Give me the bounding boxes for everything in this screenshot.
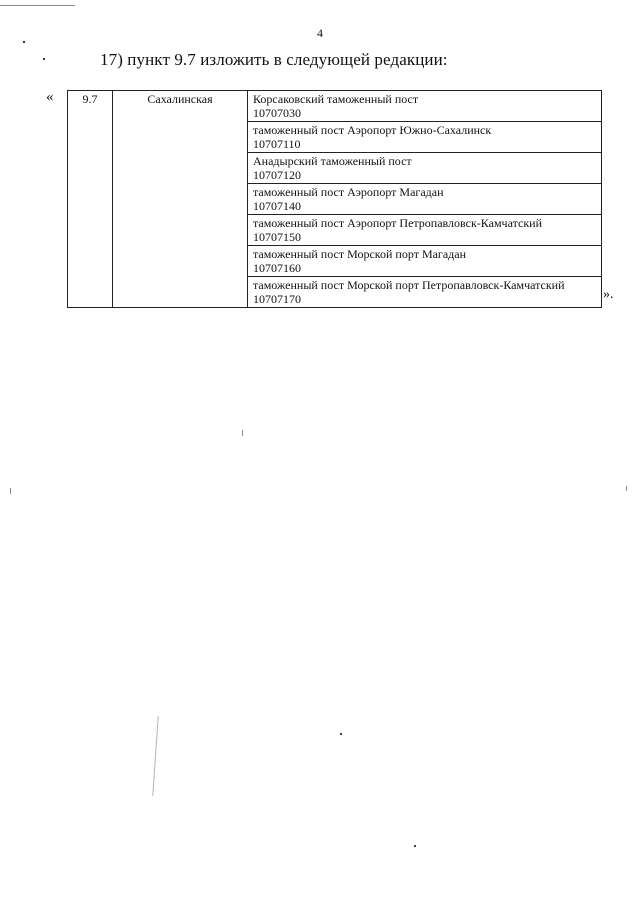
post-name: таможенный пост Морской порт Магадан [253, 247, 467, 261]
post-code: 10707140 [253, 199, 301, 213]
post-code: 10707170 [253, 292, 301, 306]
table-row [68, 91, 602, 122]
post-name: Корсаковский таможенный пост [253, 92, 419, 106]
post-name: таможенный пост Аэропорт Южно-Сахалинск [253, 123, 492, 137]
scan-artifact [414, 845, 416, 847]
post-name: Анадырский таможенный пост [253, 154, 412, 168]
post-code: 10707120 [253, 168, 301, 182]
post-cell [248, 277, 602, 308]
scan-artifact [242, 430, 243, 436]
scan-artifact [152, 716, 159, 796]
customs-posts-table [67, 90, 602, 308]
post-cell [248, 122, 602, 153]
post-code: 10707150 [253, 230, 301, 244]
post-name: таможенный пост Аэропорт Петропавловск-Камчатский [253, 216, 542, 230]
opening-quote: « [46, 89, 54, 105]
post-name: таможенный пост Аэропорт Магадан [253, 185, 444, 199]
scan-artifact [43, 58, 45, 60]
post-name: таможенный пост Морской порт Петропавловск-Камчатский [253, 278, 565, 292]
scan-artifact [340, 733, 342, 735]
amendment-heading: 17) пункт 9.7 изложить в следующей редакции: [100, 50, 448, 69]
post-cell [248, 153, 602, 184]
post-cell [248, 184, 602, 215]
scan-artifact [23, 41, 25, 43]
scan-artifact [0, 5, 75, 6]
scan-artifact [626, 486, 627, 491]
post-cell [248, 91, 602, 122]
post-code: 10707030 [253, 106, 301, 120]
page-number: 4 [317, 26, 323, 40]
post-code: 10707110 [253, 137, 301, 151]
post-code: 10707160 [253, 261, 301, 275]
region-cell: Сахалинская [113, 91, 248, 308]
item-number-cell: 9.7 [68, 91, 113, 308]
post-cell [248, 246, 602, 277]
scan-artifact [10, 488, 11, 494]
post-cell [248, 215, 602, 246]
closing-quote: ». [603, 287, 614, 302]
